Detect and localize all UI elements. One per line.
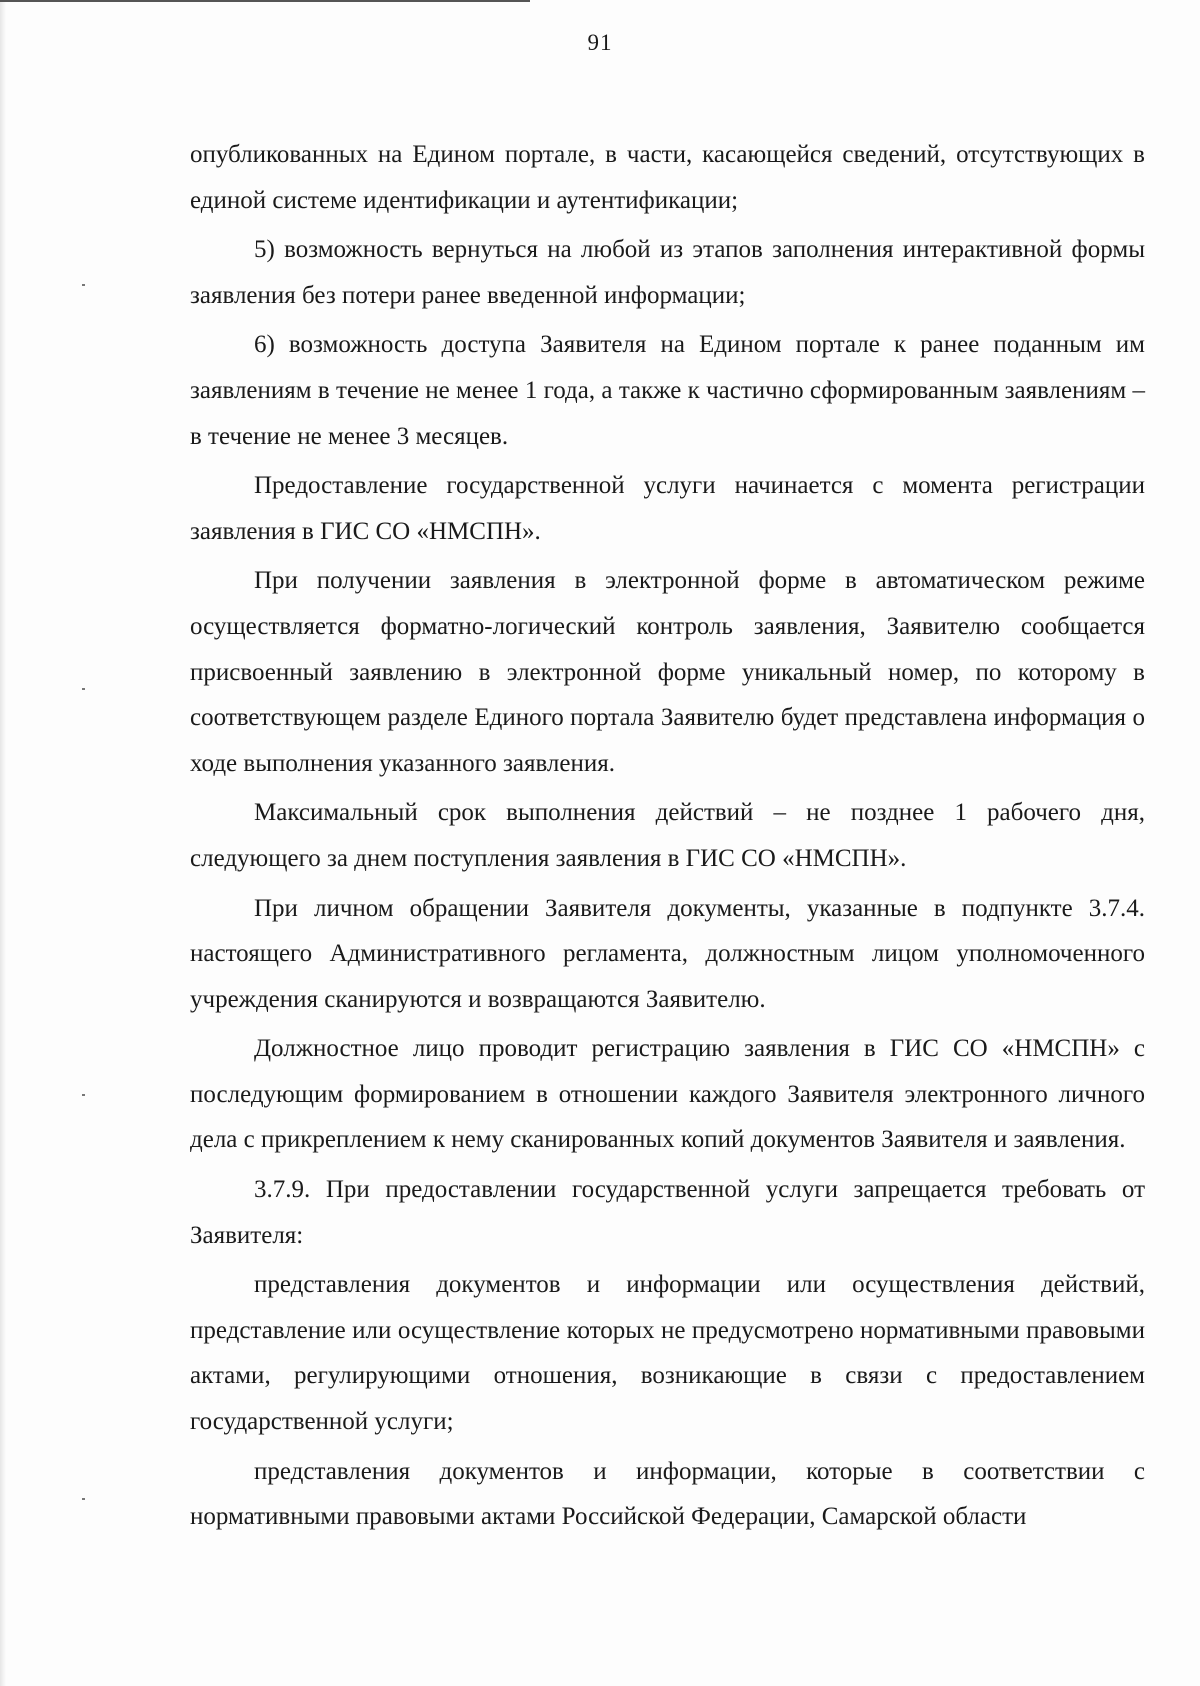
margin-mark — [82, 688, 85, 690]
margin-mark — [82, 1094, 85, 1096]
top-rule-line — [0, 0, 530, 2]
paragraph: При личном обращении Заявителя документы, указанные в подпункте 3.7.4. настоящего Административного регламента, должностным лицом уполномоченного учреждения сканируются и возвращаются Заявителю. — [190, 894, 1145, 1013]
document-body — [190, 132, 1145, 1544]
scan-edge-shadow — [0, 0, 6, 1686]
paragraph: представления документов и информации, которые в соответствии с нормативными правовыми актами Российской Федерации, Самарской области — [190, 1457, 1145, 1531]
paragraph: 6) возможность доступа Заявителя на Едином портале к ранее поданным им заявлениям в течение не менее 1 года, а также к частично сформированным заявлениям – в течение не менее 3 месяцев. — [190, 331, 1145, 450]
paragraph: 5) возможность вернуться на любой из этапов заполнения интерактивной формы заявления без потери ранее введенной информации; — [190, 236, 1145, 309]
paragraph: опубликованных на Едином портале, в части, касающейся сведений, отсутствующих в единой системе идентификации и аутентификации; — [190, 141, 1145, 214]
paragraph: При получении заявления в электронной форме в автоматическом режиме осуществляется форматно-логический контроль заявления, Заявителю сообщается присвоенный заявлению в электронной форме уникальный номер, по которому в соответствующем разделе Единого портала Заявителю будет представлена информация о ходе выполнения указанного заявления. — [190, 567, 1145, 777]
paragraph: 3.7.9. При предоставлении государственной услуги запрещается требовать от Заявителя: — [190, 1176, 1145, 1249]
paragraph: Максимальный срок выполнения действий – не позднее 1 рабочего дня, следующего за днем поступления заявления в ГИС СО «НМСПН». — [190, 799, 1145, 872]
paragraph: Предоставление государственной услуги начинается с момента регистрации заявления в ГИС СО «НМСПН». — [190, 472, 1145, 545]
paragraph: Должностное лицо проводит регистрацию заявления в ГИС СО «НМСПН» с последующим формированием в отношении каждого Заявителя электронного личного дела с прикреплением к нему сканированных копий документов Заявителя и заявления. — [190, 1035, 1145, 1154]
margin-mark — [82, 1498, 85, 1500]
paragraph: представления документов и информации или осуществления действий, представление или осуществление которых не предусмотрено нормативными правовыми актами, регулирующими отношения, возникающие в связи с предоставлением государственной услуги; — [190, 1271, 1145, 1436]
margin-mark — [82, 284, 85, 286]
page-number: 91 — [587, 30, 613, 55]
